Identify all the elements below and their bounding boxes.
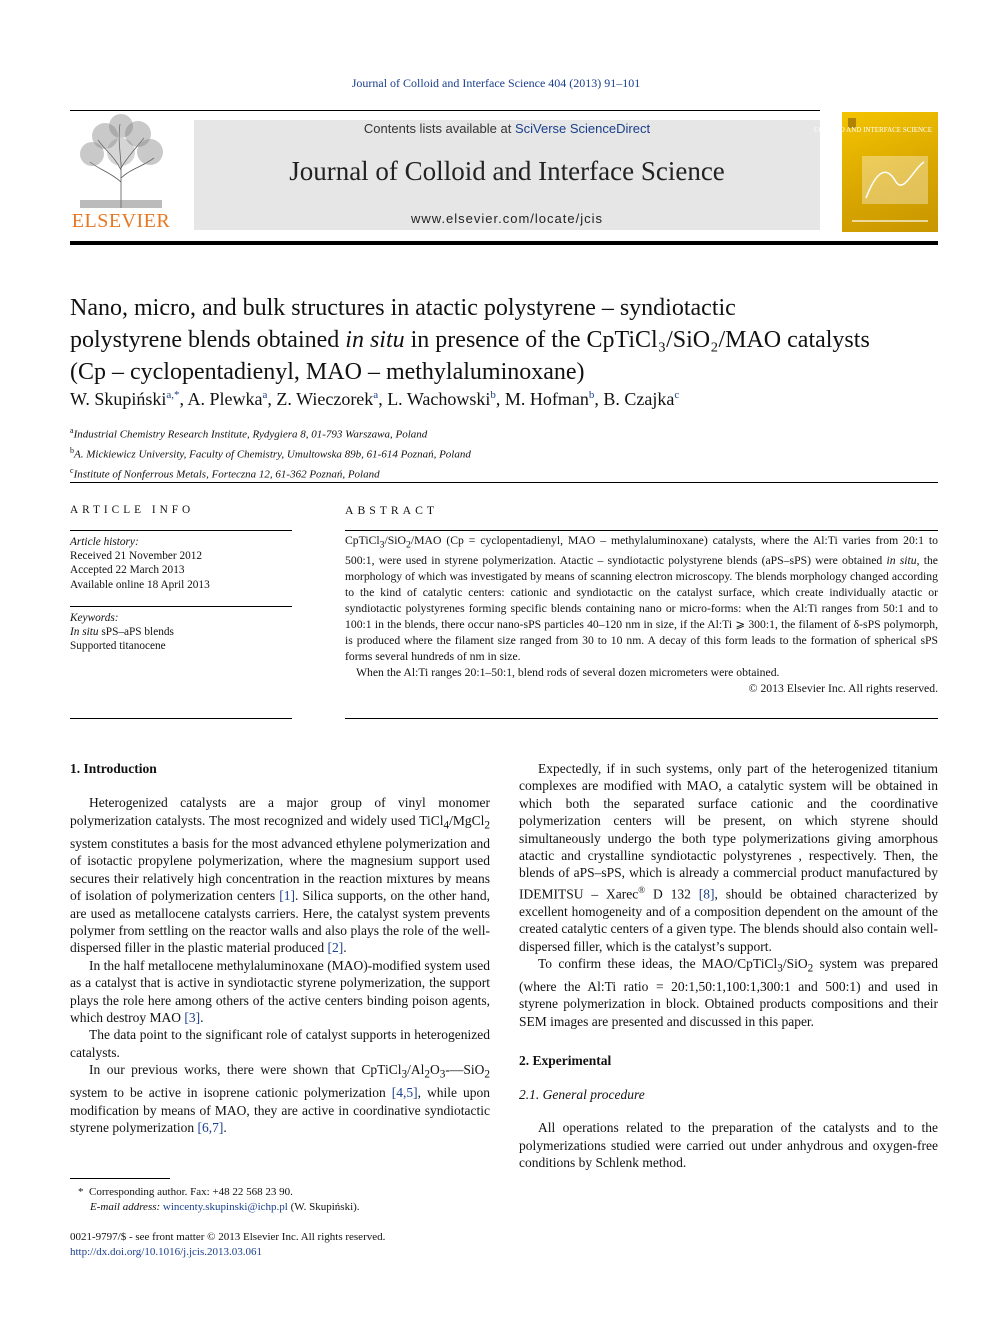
reference-link[interactable]: [8]: [698, 886, 715, 902]
cover-graphic-icon: [814, 112, 938, 232]
text: system constitutes a basis for the most advanced ethylene polymerization and of isotactic propylene polymerization, where the magnesium support used secures their relatively high concentration in the reaction mixtures by means of isolation of polymerization centers: [70, 835, 490, 904]
text: D 132: [645, 886, 699, 902]
subscript: 2: [484, 819, 490, 832]
accepted-date: Accepted 22 March 2013: [70, 564, 185, 577]
body-left-column: [70, 760, 490, 1137]
author-sup[interactable]: b: [588, 389, 595, 401]
title-line-2: [70, 324, 950, 356]
text: /MgCl: [449, 812, 485, 828]
keywords: [70, 611, 292, 654]
affiliation-text: Industrial Chemistry Research Institute, Rydygiera 8, 01-793 Warszawa, Poland: [73, 428, 428, 441]
affiliation-text: Institute of Nonferrous Metals, Forteczna 12, 61-362 Poznań, Poland: [73, 468, 380, 481]
email-label: E-mail address:: [90, 1201, 161, 1213]
subscript: 3: [379, 539, 385, 551]
title-italic: in situ: [345, 327, 405, 353]
spacer: [519, 1103, 938, 1119]
author-sup[interactable]: a: [262, 389, 268, 401]
body-right-column: [519, 760, 938, 1171]
doi-link[interactable]: http://dx.doi.org/10.1016/j.jcis.2013.03.061: [70, 1246, 262, 1258]
cover-title: COLLOID AND INTERFACE SCIENCE: [814, 126, 932, 134]
text: In the half metallocene methylaluminoxane (MAO)-modified system used as a catalyst that is active in syndiotactic styrene polymerization, the support plays the role here among others of the active centers binding poison agents, which destroy MAO: [70, 957, 490, 1025]
body-paragraph: [70, 794, 490, 956]
subscript: 3: [777, 962, 783, 975]
top-rule: [70, 110, 820, 111]
text: system was prepared (where the Al:Ti ratio = 20:1,50:1,100:1,300:1 and 500:1) and used in styrene polymerization in block. Obtained products compositions and their SEM images are presented and discussed in this paper.: [519, 955, 938, 1029]
author-sup[interactable]: b: [490, 389, 496, 401]
reference-link[interactable]: [6,7]: [197, 1120, 224, 1136]
subscript: 4: [443, 819, 450, 832]
journal-cover[interactable]: [814, 112, 938, 232]
text: Expectedly, if in such systems, only part of the heterogenized titanium complexes are modified with MAO, a catalytic system will be obtained in which both the separated surface cationic and the coordinative polymerization centers will be present, on which styrene should simultaneously undergo the both type polymerizations giving amorphous atactic and crystalline syndiotactic polystyrenes , respectively. Then, the blends of aPS–sPS, which is already a commercial product manufactured by IDEMITSU – Xarec: [519, 761, 938, 902]
affiliation-text: A. Mickiewicz University, Faculty of Chemistry, Umultowska 89b, 61-614 Poznań, Poland: [74, 448, 471, 461]
title-part: in presence of the CpTiCl₃/SiO₂/MAO catalysts: [404, 327, 870, 353]
text: In our previous works, there were shown that CpTiCl: [89, 1062, 402, 1078]
keywords-rule: [70, 606, 292, 607]
publication-info: [70, 1230, 490, 1260]
text: .: [200, 1009, 204, 1025]
author-name: W. Skupiński: [70, 389, 167, 409]
spacer: [70, 777, 490, 794]
subscript: 2: [484, 1068, 490, 1081]
author[interactable]: [603, 389, 679, 409]
text: CpTiCl: [345, 534, 380, 547]
author-sup[interactable]: a,*: [166, 389, 180, 401]
body-paragraph: [519, 760, 938, 955]
footnote-star: *: [78, 1186, 84, 1198]
reference-link[interactable]: [3]: [184, 1009, 201, 1025]
author[interactable]: [188, 389, 268, 409]
affiliation-sup: c: [70, 466, 74, 476]
elsevier-tree-icon: [70, 112, 172, 210]
abstract-paragraph: When the Al:Ti ranges 20:1–50:1, blend rods of several dozen micrometers were obtained.: [356, 666, 780, 680]
article-title: [70, 292, 950, 388]
text: /MAO (Cp = cyclopentadienyl, MAO – methylaluminoxane) catalysts, where the Al:Ti varies from 20:1 to 500:1, were used in styrene polymerization. Atactic – syndiotactic polystyrene blends (aPS–sPS) were obtained: [345, 534, 938, 568]
affiliation: [70, 423, 950, 443]
text: To confirm these ideas, the MAO/CpTiCl: [538, 955, 778, 971]
section-heading: 1. Introduction: [70, 761, 157, 776]
article-history: [70, 535, 292, 592]
text: , the morphology of which was investigated by means of scanning electron microscopy. The blends morphology changed according to the kind of catalytic centers: cationic and syndiotactic on the catalyst surface, which create individually atactic or syndiotactic polystyrenes forming specific blends containing nano or micro-forms: when the Al:Ti ranges from 50:1 and to 100:1 in the blends, there occur nano-sPS particles 40–120 nm in size, if the Al:Ti ⩾ 300:1, the filament of δ-sPS polymorph, is produced where the filament size ranged from 30 to 10 nm. A decay of this form leads to the formation of spherical sPS forms several hundreds of nm in size.: [345, 554, 938, 664]
author[interactable]: [70, 389, 180, 409]
article-info-heading: ARTICLE INFO: [70, 504, 195, 516]
subsection-heading: 2.1. General procedure: [519, 1086, 645, 1102]
spacer: [519, 1030, 938, 1052]
publisher-name: ELSEVIER: [71, 210, 171, 232]
journal-title: Journal of Colloid and Interface Science: [289, 156, 725, 186]
reference-link[interactable]: [4,5]: [391, 1085, 418, 1101]
subscript: 3: [439, 1068, 446, 1081]
section-heading: 2. Experimental: [519, 1053, 612, 1069]
subscript: 2: [405, 539, 411, 551]
text: /SiO: [384, 534, 406, 547]
info-bottom-rule: [70, 718, 292, 719]
text: . Silica supports, on the other hand, are used as metallocene catalysts carriers. Here, the catalyst system prevents polymer from settling on the reactor walls and also plays the role of the well-dispersed filler in the plastic material produced: [70, 888, 490, 956]
registered-mark: ®: [638, 884, 646, 895]
sciencedirect-link[interactable]: SciVerse ScienceDirect: [514, 121, 651, 136]
text: /SiO: [782, 955, 808, 971]
issn-line: 0021-9797/$ - see front matter © 2013 Elsevier Inc. All rights reserved.: [70, 1231, 386, 1243]
text-italic: in situ: [886, 554, 917, 568]
body-paragraph: [519, 955, 938, 1030]
subscript: 2: [807, 962, 814, 975]
abstract-paragraph: [345, 533, 938, 665]
history-label: Article history:: [70, 536, 139, 548]
author-sup[interactable]: a: [373, 389, 379, 401]
author[interactable]: [505, 389, 595, 409]
email-link[interactable]: wincenty.skupinski@ichp.pl: [162, 1201, 288, 1213]
affiliation: [70, 443, 950, 463]
reference-link[interactable]: [1]: [279, 888, 296, 904]
text: .: [223, 1120, 227, 1136]
article-info-rule: [70, 530, 292, 531]
keyword-1: [70, 625, 292, 639]
text: .: [343, 940, 347, 956]
keyword-italic: In situ: [70, 626, 99, 639]
email-name: (W. Skupiński).: [287, 1201, 360, 1213]
title-line-1: Nano, micro, and bulk structures in atactic polystyrene – syndiotactic: [70, 295, 736, 321]
journal-citation[interactable]: Journal of Colloid and Interface Science 404 (2013) 91–101: [351, 76, 641, 90]
affiliation-sup: b: [70, 446, 74, 456]
text: O: [429, 1062, 440, 1078]
affiliation: [70, 463, 950, 483]
footnote-rule: [70, 1178, 170, 1179]
email-line: [70, 1200, 490, 1215]
corresponding-author: [70, 1185, 490, 1200]
text: Heterogenized catalysts are a major group of vinyl monomer polymerization catalysts. The most recognized and widely used TiCl: [70, 795, 490, 828]
text: , while upon modification by means of MAO, they are active in coordinative syndiotactic styrene polymerization: [70, 1085, 490, 1136]
subscript: 3: [401, 1068, 408, 1081]
reference-link[interactable]: [2]: [327, 940, 344, 956]
contents-prefix: Contents lists available at: [363, 121, 512, 136]
footnote-text: Corresponding author. Fax: +48 22 568 23 90.: [89, 1186, 293, 1198]
text: system to be active in isoprene cationic polymerization: [70, 1085, 392, 1101]
abstract-body: [345, 533, 938, 697]
author-name: L. Wachowski: [387, 389, 491, 409]
abstract-rule: [345, 530, 938, 531]
keyword-text: sPS–aPS blends: [98, 626, 174, 639]
journal-url[interactable]: www.elsevier.com/locate/jcis: [411, 211, 603, 226]
keywords-label: Keywords:: [70, 612, 119, 624]
subscript: 2: [424, 1068, 430, 1081]
author-name: B. Czajka: [603, 389, 675, 409]
author-name: Z. Wieczorek: [276, 389, 374, 409]
abstract-bottom-rule: [345, 718, 938, 719]
abstract-heading: ABSTRACT: [345, 504, 439, 517]
author-name: M. Hofman: [504, 389, 589, 409]
author[interactable]: [387, 389, 496, 409]
author-list: W. Skupiński$^{a,*}$, A. Plewka$^a$, Z. Wieczorek$^a$, L. Wachowski$^b$, M. Hofman$^b$, B. Czajka$^c$: [70, 389, 680, 409]
online-date: Available online 18 April 2013: [70, 578, 210, 591]
body-paragraph: All operations related to the preparation of the catalysts and to the polymerizations studied were carried out under anhydrous and oxygen-free conditions by Schlenk method.: [519, 1120, 938, 1170]
header-rule: [70, 241, 938, 245]
text: -—SiO: [445, 1062, 485, 1078]
abstract-copyright: © 2013 Elsevier Inc. All rights reserved.: [748, 682, 938, 696]
contents-line: [194, 121, 820, 136]
title-part: polystyrene blends obtained: [70, 327, 346, 353]
affiliations: [70, 423, 950, 483]
text: /Al: [407, 1062, 425, 1078]
author-name: A. Plewka: [187, 389, 263, 409]
author-sup[interactable]: c: [674, 389, 680, 401]
spacer: [519, 1070, 938, 1086]
keyword-2: Supported titanocene: [70, 640, 166, 653]
author[interactable]: [276, 389, 378, 409]
title-line-3: (Cp – cyclopentadienyl, MAO – methylaluminoxane): [70, 359, 585, 385]
text: , should be obtained characterized by excellent homogeneity and of a composition dependent on the amount of the created catalytic centers of a given type. The blends should also contain well-dispersed filler, which is the catalyst’s support.: [519, 886, 939, 954]
body-paragraph: [70, 957, 490, 1027]
received-date: Received 21 November 2012: [70, 550, 203, 563]
affiliation-sup: a: [70, 426, 74, 435]
footnotes: [70, 1185, 490, 1215]
body-paragraph: The data point to the significant role of catalyst supports in heterogenized catalysts.: [70, 1027, 490, 1060]
info-rule: [70, 482, 938, 483]
body-paragraph: [70, 1061, 490, 1136]
